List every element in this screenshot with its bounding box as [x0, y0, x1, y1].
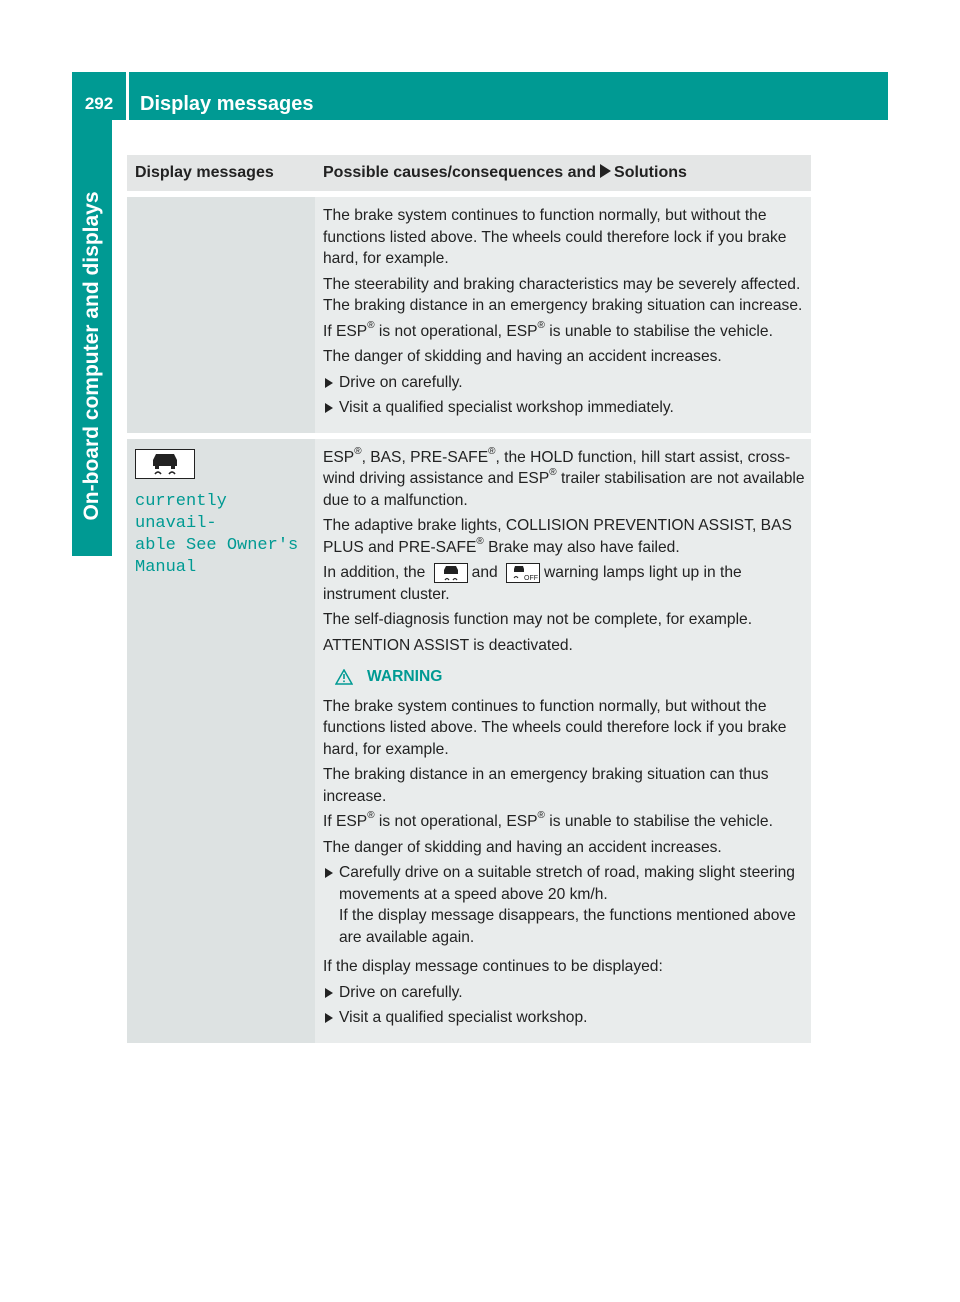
- paragraph: ATTENTION ASSIST is deactivated.: [323, 636, 573, 654]
- list-item: Visit a qualified specialist workshop immediately.: [323, 397, 805, 419]
- paragraph: The self-diagnosis function may not be complete, for example.: [323, 611, 753, 628]
- causes-cell: [315, 439, 811, 1043]
- table-row: [127, 439, 811, 1043]
- col-header-solutions-text: Solutions: [614, 164, 687, 181]
- paragraph: The danger of skidding and having an accident increases.: [323, 348, 722, 365]
- paragraph: If the display message continues to be displayed:: [323, 958, 663, 975]
- paragraph: ESP®, BAS, PRE-SAFE®, the HOLD function, hill start assist, crosswind driving assistance and ESP® trailer stabilisation are not available due to a malfunction.: [323, 445, 805, 509]
- paragraph: The brake system continues to function normally, but without the functions listed above. The wheels could therefore lock if you brake hard, for example.: [323, 697, 787, 758]
- solutions-arrow-icon: [600, 164, 611, 178]
- paragraph: In addition, the and OFF warning lamps light up in the instrument cluster.: [323, 564, 742, 603]
- paragraph: The brake system continues to function normally, but without the functions listed above. The wheels could therefore lock if you brake hard, for example.: [323, 207, 787, 267]
- list-item: Carefully drive on a suitable stretch of road, making slight steering movements at a speed above 20 km/h. If the display message disappears, the functions mentioned above are available again.: [323, 862, 805, 948]
- list-item: Visit a qualified specialist workshop.: [323, 1007, 805, 1029]
- causes-cell: [315, 197, 811, 433]
- table-row: [127, 197, 811, 433]
- esp-warning-icon: [135, 449, 195, 479]
- display-messages-table: [127, 155, 811, 1043]
- chapter-side-label: On-board computer and displays: [80, 191, 103, 521]
- display-message-text: currently unavail‐ able See Owner's Manual: [135, 491, 299, 577]
- paragraph: The adaptive brake lights, COLLISION PREVENTION ASSIST, BAS PLUS and PRE-SAFE® Brake may also have failed.: [323, 517, 792, 556]
- warning-triangle-icon: [335, 669, 353, 685]
- paragraph: The steerability and braking characteristics may be severely affected. The braking distance in an emergency braking situation can increase.: [323, 275, 803, 314]
- page-number: 292: [84, 94, 114, 113]
- esp-warning-icon: [434, 563, 468, 583]
- col-header-causes-text: Possible causes/consequences and: [323, 164, 597, 181]
- list-item: Drive on carefully.: [323, 372, 805, 394]
- page-title: Display messages: [140, 93, 314, 115]
- warning-heading: [323, 666, 805, 688]
- paragraph: The danger of skidding and having an accident increases.: [323, 838, 722, 856]
- esp-off-icon: [506, 563, 540, 583]
- display-message-cell: [127, 439, 315, 1043]
- list-item: Drive on carefully.: [323, 982, 805, 1004]
- warning-label: WARNING: [367, 668, 443, 685]
- display-message-cell-empty: [127, 197, 315, 433]
- paragraph: The braking distance in an emergency braking situation can thus increase.: [323, 766, 769, 805]
- col-header-causes: [311, 155, 811, 191]
- col-header-display-messages: Display messages: [135, 164, 274, 181]
- table-header-row: [127, 155, 811, 191]
- svg-text:OFF: OFF: [524, 574, 539, 582]
- header-divider: [126, 72, 129, 120]
- paragraph: If ESP® is not operational, ESP® is unable to stabilise the vehicle.: [323, 810, 773, 830]
- paragraph: If ESP® is not operational, ESP® is unable to stabilise the vehicle.: [323, 319, 773, 340]
